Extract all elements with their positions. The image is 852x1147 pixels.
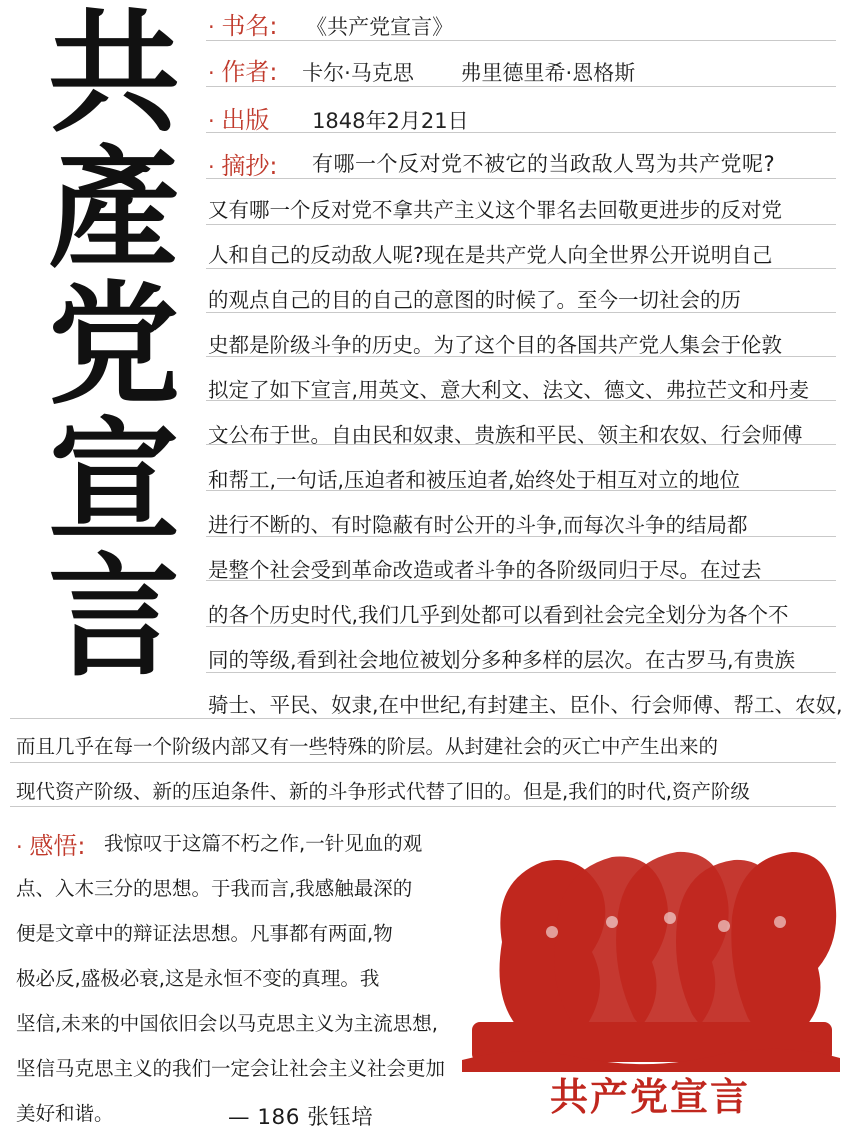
author-marx: 卡尔·马克思 <box>302 61 414 85</box>
reflection-line: 坚信,未来的中国依旧会以马克思主义为主流思想, <box>16 1012 438 1035</box>
author-label: 作者: <box>221 58 278 86</box>
ruled-line <box>10 762 836 763</box>
calligraphy-title <box>24 0 204 695</box>
title-char: 宣 <box>48 404 180 559</box>
reflection-label-row: · 感悟: <box>16 832 86 860</box>
excerpt-line: 现代资产阶级、新的压迫条件、新的斗争形式代替了旧的。但是,我们的时代,资产阶级 <box>16 780 750 803</box>
ruled-line <box>206 224 836 225</box>
published-date: 1848年2月21日 <box>312 109 469 133</box>
published-row: · 出版 1848年2月21日 <box>208 106 469 134</box>
published-label: 出版 <box>221 106 270 134</box>
reflection-line: 坚信马克思主义的我们一定会让社会主义社会更加 <box>16 1057 446 1080</box>
excerpt-line: 史都是阶级斗争的历史。为了这个目的各国共产党人集会于伦敦 <box>208 333 782 357</box>
excerpt-line: 的观点自己的目的自己的意图的时候了。至今一切社会的历 <box>208 288 741 312</box>
reflection-line: 美好和谐。 <box>16 1102 114 1125</box>
excerpt-label: 摘抄: <box>221 152 278 180</box>
ruled-line <box>206 268 836 269</box>
ruled-line <box>10 718 836 719</box>
signature: — 186 张钰培 <box>228 1105 374 1130</box>
ruled-line <box>10 806 836 807</box>
excerpt-line: 文公布于世。自由民和奴隶、贵族和平民、领主和农奴、行会师傅 <box>208 423 803 447</box>
book-title: 《共产党宣言》 <box>306 15 454 39</box>
excerpt-line: 又有哪一个反对党不拿共产主义这个罪名去回敬更进步的反对党 <box>208 198 782 222</box>
excerpt-line: 拟定了如下宣言,用英文、意大利文、法文、德文、弗拉芒文和丹麦 <box>208 378 810 402</box>
reflection-label: 感悟: <box>29 832 86 860</box>
title-char: 產 <box>48 132 180 287</box>
book-row: · 书名: 《共产党宣言》 <box>208 12 454 40</box>
author-engels: 弗里德里希·恩格斯 <box>460 61 636 85</box>
excerpt-line: 骑士、平民、奴隶,在中世纪,有封建主、臣仆、行会师傅、帮工、农奴, <box>208 693 843 717</box>
excerpt-line: 人和自己的反动敌人呢?现在是共产党人向全世界公开说明自己 <box>208 243 773 267</box>
reflection-line: 便是文章中的辩证法思想。凡事都有两面,物 <box>16 922 393 945</box>
reflection-line: 我惊叹于这篇不朽之作,一针见血的观 <box>104 832 423 855</box>
title-char: 共 <box>48 0 180 151</box>
title-char: 言 <box>48 540 180 695</box>
ruled-line <box>206 178 836 179</box>
excerpt-line: 同的等级,看到社会地位被划分多种多样的层次。在古罗马,有贵族 <box>208 648 796 672</box>
poster-caption: 共产党宣言 <box>549 1074 750 1119</box>
excerpt-line: 的各个历史时代,我们几乎到处都可以看到社会完全划分为各个不 <box>208 603 789 627</box>
excerpt-line: 而且几乎在每一个阶级内部又有一些特殊的阶层。从封建社会的灭亡中产生出来的 <box>16 735 719 758</box>
reflection-line: 点、入木三分的思想。于我而言,我感触最深的 <box>16 877 413 900</box>
title-char: 党 <box>48 268 180 423</box>
author-row: · 作者: 卡尔·马克思 弗里德里希·恩格斯 <box>208 58 636 86</box>
excerpt-line: 有哪一个反对党不被它的当政敌人骂为共产党呢? <box>312 152 776 176</box>
excerpt-line: 进行不断的、有时隐蔽有时公开的斗争,而每次斗争的结局都 <box>208 513 748 537</box>
book-label: 书名: <box>221 12 278 40</box>
excerpt-line: 和帮工,一句话,压迫者和被压迫者,始终处于相互对立的地位 <box>208 468 741 492</box>
excerpt-line: 是整个社会受到革命改造或者斗争的各阶级同归于尽。在过去 <box>208 558 762 582</box>
reflection-line: 极必反,盛极必衰,这是永恒不变的真理。我 <box>16 967 380 990</box>
excerpt-label-row: · 摘抄: <box>208 152 278 180</box>
